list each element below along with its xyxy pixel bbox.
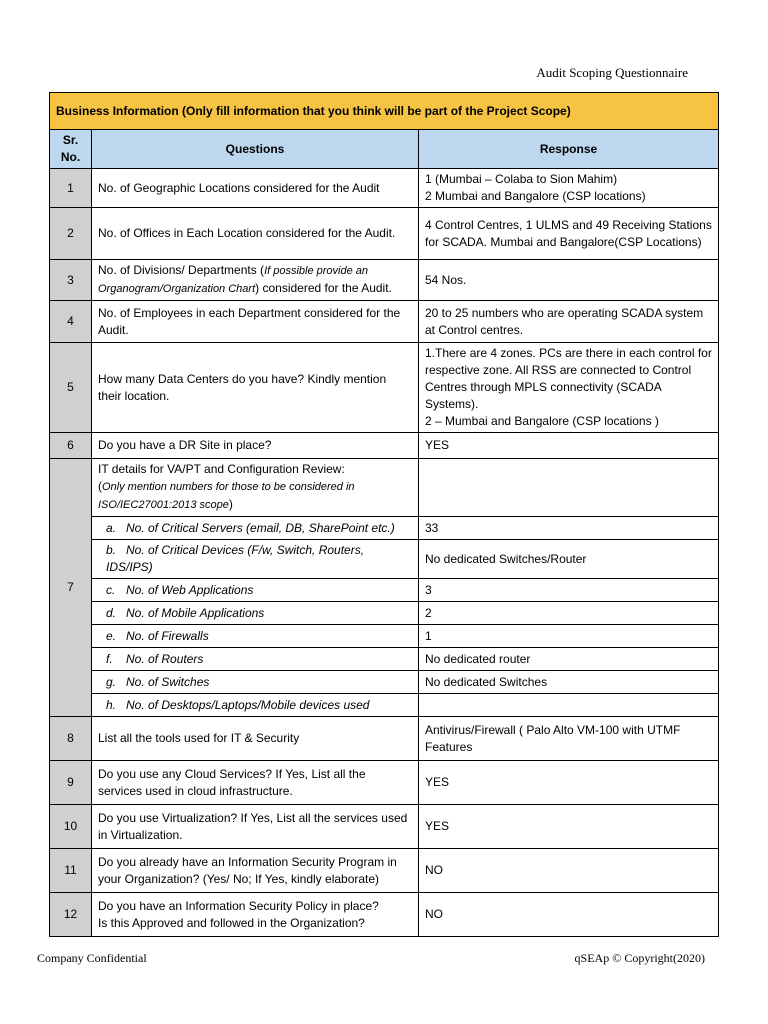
response-cell: YES <box>419 761 719 805</box>
sub-question-cell <box>92 648 419 671</box>
response-cell: YES <box>419 433 719 459</box>
sub-question-cell <box>92 602 419 625</box>
question-cell: Do you use Virtualization? If Yes, List all the services used in Virtualization. <box>92 805 419 849</box>
sub-question-text: No. of Routers <box>126 651 204 666</box>
question-cell: Do you already have an Information Security Program in your Organization? (Yes/ No; If Yes, kindly elaborate) <box>92 849 419 893</box>
question-line: Do you have an Information Security Policy in place? <box>98 898 379 913</box>
row-number: 1 <box>50 169 92 208</box>
sub-question-cell <box>92 625 419 648</box>
question-text: ) considered for the Audit. <box>255 281 392 295</box>
response-cell <box>419 694 719 717</box>
row-number: 6 <box>50 433 92 459</box>
row-number: 12 <box>50 893 92 937</box>
footer-copyright: qSEAp © Copyright(2020) <box>574 951 705 965</box>
response-cell: No dedicated router <box>419 648 719 671</box>
question-note-paren: ) <box>228 497 233 511</box>
question-note: Only mention numbers for those to be considered in ISO/IEC27001:2013 scope <box>98 481 355 511</box>
table-row <box>50 849 719 893</box>
sub-question-text: No. of Critical Devices (F/w, Switch, Routers, IDS/IPS) <box>106 543 365 574</box>
response-cell: No dedicated Switches <box>419 671 719 694</box>
sub-row <box>50 671 719 694</box>
row-number: 4 <box>50 301 92 343</box>
response-line: 2 Mumbai and Bangalore (CSP locations) <box>425 189 646 203</box>
table-row <box>50 805 719 849</box>
row-number: 11 <box>50 849 92 893</box>
row-number: 8 <box>50 717 92 761</box>
response-cell <box>419 459 719 517</box>
table-row <box>50 459 719 517</box>
sub-row <box>50 648 719 671</box>
column-header-row <box>50 130 719 169</box>
sub-row <box>50 625 719 648</box>
questionnaire-table <box>49 92 719 937</box>
col-header-response: Response <box>419 130 719 169</box>
response-cell: 3 <box>419 579 719 602</box>
question-cell: No. of Employees in each Department considered for the Audit. <box>92 301 419 343</box>
row-number: 5 <box>50 343 92 433</box>
table-row <box>50 761 719 805</box>
question-note-paren: ( <box>98 479 102 493</box>
sub-row <box>50 579 719 602</box>
sub-question-cell <box>92 694 419 717</box>
table-row <box>50 893 719 937</box>
response-cell: NO <box>419 893 719 937</box>
response-cell: NO <box>419 849 719 893</box>
question-cell: Do you have a DR Site in place? <box>92 433 419 459</box>
banner-text: Business Information (Only fill information that you think will be part of the Project Scope) <box>50 93 719 130</box>
table-row <box>50 208 719 260</box>
response-cell <box>419 343 719 433</box>
sub-row <box>50 517 719 540</box>
sub-question-text: No. of Firewalls <box>126 628 209 643</box>
row-number: 3 <box>50 260 92 301</box>
row-number: 7 <box>50 459 92 717</box>
table-row <box>50 717 719 761</box>
response-cell: 4 Control Centres, 1 ULMS and 49 Receiving Stations for SCADA. Mumbai and Bangalore(CSP Locations) <box>419 208 719 260</box>
question-cell <box>92 459 419 517</box>
response-cell <box>419 169 719 208</box>
col-header-sr: Sr. No. <box>50 130 92 169</box>
sub-question-cell <box>92 540 419 579</box>
sub-question-text: No. of Desktops/Laptops/Mobile devices used <box>126 697 370 712</box>
question-cell: List all the tools used for IT & Security <box>92 717 419 761</box>
response-cell: 2 <box>419 602 719 625</box>
question-text: No. of Divisions/ Departments ( <box>98 263 265 277</box>
question-line: Is this Approved and followed in the Organization? <box>98 915 365 930</box>
response-line: 1 (Mumbai – Colaba to Sion Mahim) <box>425 172 618 186</box>
sub-row <box>50 694 719 717</box>
row-number: 10 <box>50 805 92 849</box>
footer-confidential: Company Confidential <box>37 951 147 965</box>
table-row <box>50 260 719 301</box>
sub-letter: d. <box>106 605 117 620</box>
question-cell <box>92 260 419 301</box>
row-number: 2 <box>50 208 92 260</box>
document-header-title: Audit Scoping Questionnaire <box>536 65 688 80</box>
response-cell: 33 <box>419 517 719 540</box>
row-number: 9 <box>50 761 92 805</box>
response-cell: YES <box>419 805 719 849</box>
question-note: If possible provide an Organogram/Organization Chart <box>98 265 369 295</box>
sub-letter: e. <box>106 628 117 643</box>
question-cell <box>92 893 419 937</box>
sub-letter: b. <box>106 543 117 557</box>
sub-question-cell <box>92 579 419 602</box>
sub-row <box>50 602 719 625</box>
sub-letter: a. <box>106 520 117 535</box>
response-line: 1.There are 4 zones. PCs are there in each control for respective zone. All RSS are connected to Control Centres through MPLS connectivity (SCADA Systems). <box>425 346 712 411</box>
response-line: 2 – Mumbai and Bangalore (CSP locations ) <box>425 414 659 428</box>
question-text: IT details for VA/PT and Configuration Review: <box>98 462 345 476</box>
sub-question-text: No. of Critical Servers (email, DB, SharePoint etc.) <box>126 520 395 535</box>
banner-row <box>50 93 719 130</box>
sub-row <box>50 540 719 579</box>
sub-letter: f. <box>106 651 113 666</box>
sub-question-cell <box>92 517 419 540</box>
sub-letter: g. <box>106 674 117 689</box>
response-cell: Antivirus/Firewall ( Palo Alto VM-100 with UTMF Features <box>419 717 719 761</box>
response-cell: 54 Nos. <box>419 260 719 301</box>
response-cell: 20 to 25 numbers who are operating SCADA system at Control centres. <box>419 301 719 343</box>
table-row <box>50 169 719 208</box>
table-row <box>50 301 719 343</box>
sub-letter: c. <box>106 582 116 597</box>
sub-question-text: No. of Switches <box>126 674 210 689</box>
sub-question-cell <box>92 671 419 694</box>
table-row <box>50 433 719 459</box>
col-header-questions: Questions <box>92 130 419 169</box>
question-cell: No. of Geographic Locations considered for the Audit <box>92 169 419 208</box>
question-cell: How many Data Centers do you have? Kindly mention their location. <box>92 343 419 433</box>
response-cell: No dedicated Switches/Router <box>419 540 719 579</box>
response-cell: 1 <box>419 625 719 648</box>
sub-letter: h. <box>106 697 117 712</box>
question-cell: No. of Offices in Each Location considered for the Audit. <box>92 208 419 260</box>
table-row <box>50 343 719 433</box>
sub-question-text: No. of Web Applications <box>126 582 254 597</box>
question-cell: Do you use any Cloud Services? If Yes, List all the services used in cloud infrastructure. <box>92 761 419 805</box>
sub-question-text: No. of Mobile Applications <box>126 605 265 620</box>
